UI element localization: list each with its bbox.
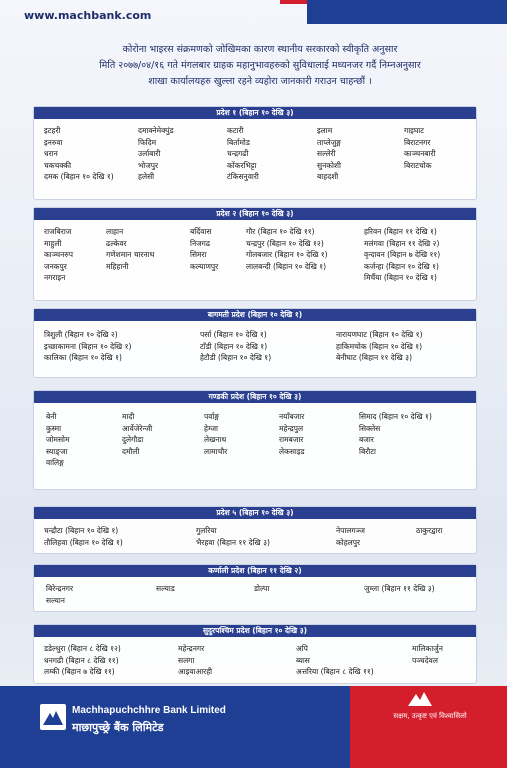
sudurpaschim-panel [33, 624, 477, 684]
branch-item: बिरेन्द्रनगर [46, 584, 74, 593]
branch-item: जोमसोम [46, 435, 70, 444]
branch-item: उर्लाबारी [138, 149, 161, 158]
bagmati-panel [33, 308, 477, 378]
branch-item: जनकपुर [44, 261, 67, 271]
branch-item: दमक (बिहान १० देखि १) [44, 172, 114, 181]
branch-item: सल्यान [46, 595, 65, 605]
branch-column [246, 226, 328, 272]
branch-item: सल्याड [156, 584, 175, 593]
branch-item: नयाँबजार [279, 412, 305, 421]
branch-column [412, 643, 443, 666]
branch-column [204, 411, 227, 457]
province-5-panel [33, 506, 477, 554]
branch-item: चन्द्रपुर (बिहान १० देखि १२) [246, 238, 324, 248]
province-2-panel [33, 207, 477, 301]
mountain-mark-icon [408, 692, 432, 706]
bank-name-english: Machhapuchchhre Bank Limited [72, 705, 226, 716]
branch-item: अपि [296, 644, 308, 653]
branch-item: धनगढी (बिहान ८ देखि ११) [44, 655, 119, 665]
branch-column [138, 125, 174, 183]
branch-item: मलंगवा (बिहान ११ देखि २) [364, 238, 440, 248]
notice-text [50, 42, 470, 90]
bank-name-nepali: माछापुच्छ्रे बैंक लिमिटेड [72, 721, 164, 734]
branch-item: मादी [122, 412, 135, 421]
branch-column [296, 643, 374, 678]
branch-item: बेनी [46, 412, 57, 421]
panel-title: प्रदेश ५ (बिहान १० देखि ३) [34, 507, 476, 519]
branch-column [359, 411, 432, 457]
notice-line: शाखा कार्यालयहरु खुल्ला रहने व्यहोरा जानकारी गराउन चाहन्छौं । [148, 76, 372, 87]
branch-item: नारायणघाट (बिहान १० देखि १) [336, 330, 423, 339]
panel-title: बागमती प्रदेश (बिहान १० देखि १) [34, 309, 476, 321]
branch-item: दमौली [122, 446, 140, 456]
branch-item: महेन्द्रपुल [279, 423, 304, 433]
branch-item: सिक्लेस [359, 423, 381, 433]
branch-column [317, 125, 341, 183]
branch-item: सलगा [178, 655, 195, 665]
branch-column [44, 226, 73, 284]
branch-item: पर्सा (बिहान १० देखि १) [200, 330, 267, 339]
branch-column [106, 226, 154, 272]
panel-title: सुदुरपश्चिम प्रदेश (बिहान १० देखि ३) [34, 625, 476, 637]
branch-item: बाहदशी [317, 172, 339, 181]
branch-item: धरान [44, 149, 58, 158]
branch-item: मालिकार्जुन [412, 644, 443, 653]
branch-column [44, 643, 121, 678]
branch-column [416, 525, 442, 537]
branch-item: ताप्लेजुङ्ग [317, 137, 342, 147]
branch-item: लालबन्दी (बिहान १० देखि १) [246, 261, 327, 271]
branch-item: कोंकरभिट्टा [227, 160, 257, 170]
panel-title: कर्णाली प्रदेश (बिहान ११ देखि २) [34, 565, 476, 577]
branch-item: काञ्चनरुप [44, 250, 74, 259]
branch-item: भैरहवा (बिहान ११ देखि ३) [196, 537, 270, 547]
branch-column [190, 226, 218, 272]
branch-item: ब्यास [296, 655, 310, 665]
branch-item: अत्तरिया (बिहान ८ देखि ११) [296, 667, 374, 676]
branch-item: निजगढ [190, 238, 211, 248]
branch-item: लम्की (बिहान ७ देखि ११) [44, 667, 115, 676]
branch-item: कोहलपुर [336, 537, 361, 547]
branch-column [227, 125, 259, 183]
branch-item: डोल्पा [254, 584, 270, 593]
branch-item: बजार [359, 435, 374, 444]
branch-item: नेपालगञ्ज [336, 526, 365, 535]
branch-column [254, 583, 269, 595]
branch-item: हरिवन (बिहान ११ देखि १) [364, 227, 437, 236]
branch-item: गौर (बिहान १० देखि ११) [246, 227, 315, 236]
branch-column [279, 411, 305, 457]
branch-item: स्याङ्जा [46, 446, 68, 456]
branch-item: इच्छाकामना (बिहान १० देखि १) [44, 341, 132, 351]
branch-item: गोलबजार (बिहान १० देखि १) [246, 250, 328, 259]
province-1-panel [33, 106, 477, 200]
branch-item: फिदिम [138, 137, 157, 147]
branch-item: माहुली [44, 238, 62, 248]
branch-item: सल्लेरी [317, 149, 336, 158]
branch-column [404, 125, 436, 171]
branch-item: टाँडी (बिहान १० देखि १) [200, 341, 268, 351]
branch-item: तौलिहवा (बिहान १० देखि १) [44, 537, 123, 547]
branch-column [44, 525, 123, 548]
branch-item: हलेसी [138, 172, 155, 181]
panel-title: प्रदेश २ (बिहान १० देखि ३) [34, 208, 476, 220]
branch-item: मिर्चैया (बिहान १० देखि १) [364, 273, 437, 282]
branch-item: चन्द्रौटा (बिहान १० देखि १) [44, 526, 119, 535]
branch-item: बेनीघाट (बिहान ११ देखि ३) [336, 353, 413, 362]
branch-item: गणेशमान चारनाथ [106, 250, 155, 259]
branch-column [336, 329, 423, 364]
branch-item: भोजपुर [138, 160, 159, 170]
branch-item: राजबिराज [44, 227, 72, 236]
branch-column [178, 643, 212, 678]
branch-item: लामाचौर [204, 446, 228, 456]
branch-item: सिमरा [190, 250, 207, 259]
branch-item: नगराइन [44, 273, 66, 282]
branch-column [196, 525, 270, 548]
branch-item: जुम्ला (बिहान ११ देखि ३) [364, 584, 435, 593]
panel-title: गण्डकी प्रदेश (बिहान १० देखि ३) [34, 391, 476, 403]
top-blue-band [307, 0, 507, 24]
branch-item: डडेल्धुरा (बिहान ८ देखि १२) [44, 644, 121, 653]
branch-item: बिराटनगर [404, 137, 431, 147]
branch-item: बिरौटा [359, 446, 376, 456]
branch-item: बर्दिवास [190, 227, 212, 236]
branch-item: कल्याणपुर [190, 261, 219, 271]
branch-column [44, 329, 131, 364]
branch-item: सिमाद (बिहान १० देखि १) [359, 412, 432, 421]
branch-column [364, 583, 435, 595]
branch-item: बिराटचोक [404, 160, 432, 170]
branch-item: हेटौडी (बिहान १० देखि १) [200, 353, 272, 362]
branch-item: पञ्चदेवल [412, 655, 438, 665]
notice-line: मिति २०७७/०४/१६ गते मंगलबार ग्राहक महानुभावहरुको सुविधालाई मध्यनजर गर्दै निम्नअनुसार [99, 60, 421, 71]
branch-item: चन्द्रगढी [227, 149, 249, 158]
branch-item: महेन्द्रनगर [178, 644, 205, 653]
branch-item: चकचक्की [44, 160, 72, 170]
branch-item: गुलरिया [196, 526, 217, 535]
notice-line: कोरोना भाइरस संक्रमणको जोखिमका कारण स्थानीय सरकारको स्वीकृति अनुसार [122, 44, 398, 55]
branch-item: दुलेगौडा [122, 435, 144, 444]
branch-item: आइवाआरही [178, 667, 213, 676]
bank-tagline: सक्षम, उत्कृष्ट एवं विश्वासिलो [393, 712, 467, 720]
branch-item: लाहान [106, 227, 124, 236]
branch-item: गाइघाट [404, 126, 425, 135]
branch-item: रामबजार [279, 435, 304, 444]
branch-column [156, 583, 175, 595]
branch-item: वृन्दावन (बिहान ७ देखि ११) [364, 250, 441, 259]
branch-item: वालिङ्ग [46, 458, 64, 467]
branch-column [46, 411, 70, 469]
branch-item: कटारी [227, 126, 244, 135]
branch-item: पर्वाङ्ग [204, 412, 220, 421]
branch-column [122, 411, 152, 457]
branch-item: त्रिशुली (बिहान १० देखि २) [44, 330, 118, 339]
karnali-panel [33, 564, 477, 612]
gandaki-panel [33, 390, 477, 490]
branch-item: इनरुवा [44, 137, 63, 147]
top-bar [0, 0, 507, 36]
bank-logo-icon [40, 704, 66, 730]
branch-item: आर्वेजेरेन्जी [122, 423, 153, 433]
branch-item: काञ्चनबारी [404, 149, 436, 158]
branch-item: बिर्तामोड [227, 137, 250, 147]
branch-item: ठाकुरद्वारा [416, 526, 443, 535]
branch-item: कर्जन्हा (बिहान १० देखि १) [364, 261, 439, 271]
branch-item: लेखनाथ [204, 435, 227, 444]
branch-item: हाकिमचोक (बिहान १० देखि १) [336, 341, 423, 351]
branch-item: इटहरी [44, 126, 61, 135]
branch-column [46, 583, 73, 606]
website-url[interactable]: www.machbank.com [24, 9, 152, 22]
branch-item: कुस्मा [46, 423, 62, 433]
branch-column [336, 525, 365, 548]
branch-item: सुनकोशी [317, 160, 341, 170]
branch-item: लेकसाइड [279, 446, 305, 456]
branch-item: इलाम [317, 126, 333, 135]
branch-item: दमाक्नेमेक्पुंड [138, 126, 174, 135]
branch-item: ढल्केवर [106, 238, 127, 248]
branch-column [200, 329, 271, 364]
branch-item: कालिका (बिहान १० देखि १) [44, 353, 122, 362]
branch-item: हेम्जा [204, 423, 218, 433]
branch-item: टंकिसनुवारी [227, 172, 259, 181]
branch-column [44, 125, 114, 183]
branch-item: महिहानी [106, 261, 129, 271]
branch-column [364, 226, 440, 284]
panel-title: प्रदेश १ (बिहान १० देखि ३) [34, 107, 476, 119]
